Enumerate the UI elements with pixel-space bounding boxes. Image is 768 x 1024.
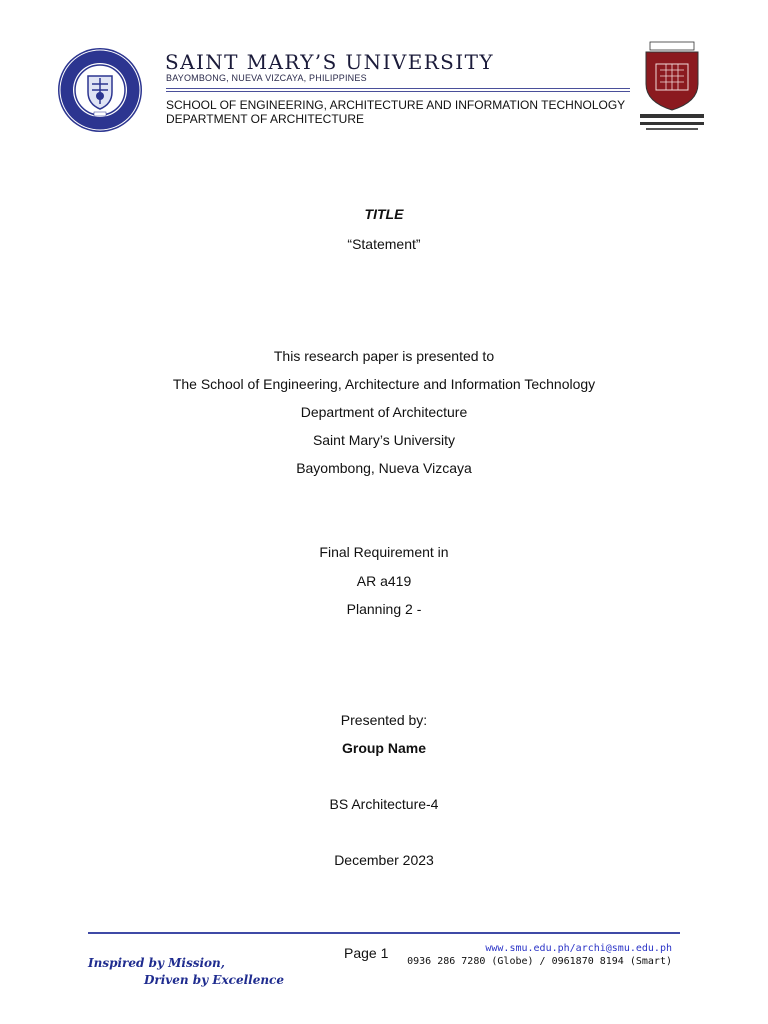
architecture-crest-icon [636,40,708,134]
footer-divider [88,932,680,934]
location-line: Bayombong, Nueva Vizcaya [296,460,472,476]
program-name: BS Architecture-4 [329,796,439,812]
tagline-excellence: Driven by Excellence [144,973,284,987]
department-heading: DEPARTMENT OF ARCHITECTURE [166,112,365,126]
course-code: AR a419 [356,573,412,589]
school-heading: SCHOOL OF ENGINEERING, ARCHITECTURE AND INFORMATION TECHNOLOGY [166,98,626,112]
header-divider [166,88,630,92]
paper-title: TITLE [364,206,404,222]
tagline-mission: Inspired by Mission, [88,956,225,970]
department-line: Department of Architecture [300,404,468,420]
presented-by-label: Presented by: [340,712,428,728]
university-name: SAINT MARY’S UNIVERSITY [165,50,494,74]
final-requirement-text: Final Requirement in [319,544,449,560]
course-name: Planning 2 - [346,601,422,617]
title-statement: “Statement” [347,236,421,252]
submission-date: December 2023 [334,852,434,868]
university-line: Saint Mary’s University [312,432,456,448]
contact-phone-numbers: 0936 286 7280 (Globe) / 0961870 8194 (Smart) [407,956,672,967]
presented-to-text: This research paper is presented to [273,348,495,364]
school-line: The School of Engineering, Architecture and Information Technology [172,376,596,392]
university-address: BAYOMBONG, NUEVA VIZCAYA, PHILIPPINES [166,73,367,83]
page-number: Page 1 [344,945,389,961]
contact-web-email-link[interactable]: www.smu.edu.ph/archi@smu.edu.ph [485,943,672,954]
university-seal-icon [56,46,144,134]
group-name: Group Name [341,740,426,756]
